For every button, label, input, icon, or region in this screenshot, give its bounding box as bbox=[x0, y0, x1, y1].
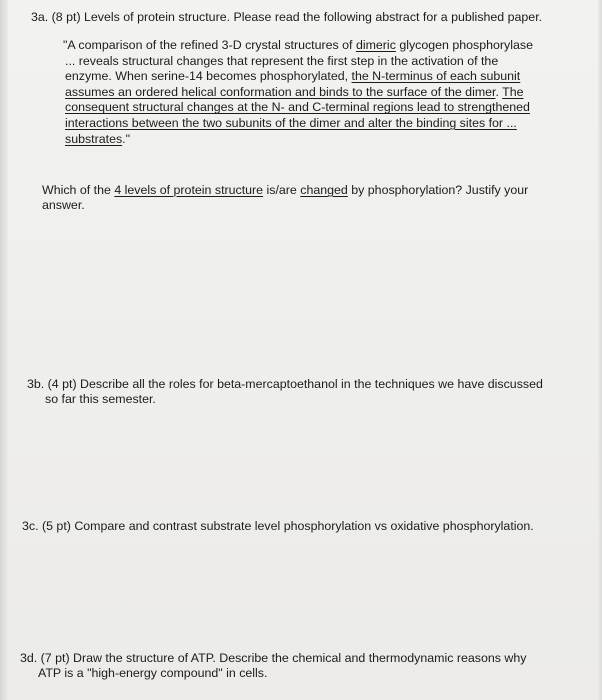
page-shadow-right bbox=[598, 0, 602, 700]
question-3d bbox=[20, 651, 526, 681]
abstract-line-3: enzyme. When serine-14 becomes phosphorylated, the N-terminus of each subunit bbox=[65, 69, 521, 84]
abstract-line-5 bbox=[63, 100, 533, 116]
question-3c-line-1: 3c. (5 pt) Compare and contrast substrate level phosphorylation vs oxidative phosphorylation. bbox=[22, 519, 534, 533]
underlined-helical: assumes an ordered helical conformation and binds to the surface of the dimer bbox=[65, 84, 496, 99]
abstract-line-6 bbox=[63, 116, 533, 132]
question-3a-prompt-line-2: answer. bbox=[42, 198, 85, 212]
underlined-dimeric: dimeric bbox=[355, 38, 396, 52]
question-3b-line-1: 3b. (4 pt) Describe all the roles for beta-mercaptoethanol in the techniques we have discussed bbox=[27, 377, 543, 391]
question-3d-line-2: ATP is a "high-energy compound" in cells. bbox=[38, 666, 268, 680]
page-shadow-left bbox=[0, 0, 8, 700]
question-3a-label: 3a. (8 pt) Levels of protein structure. bbox=[31, 10, 231, 24]
question-3b-line-2: so far this semester. bbox=[45, 392, 156, 406]
question-3c bbox=[22, 519, 534, 534]
question-3d-line-1: 3d. (7 pt) Draw the structure of ATP. Describe the chemical and thermodynamic reasons why bbox=[20, 651, 527, 665]
underlined-consequent: consequent structural changes at the N- and C-terminal regions lead to strengthened bbox=[65, 100, 530, 115]
question-3a-prompt bbox=[42, 183, 528, 213]
underlined-changed: changed bbox=[300, 183, 348, 197]
question-3a-instruction: Please read the following abstract for a published paper. bbox=[230, 10, 543, 24]
abstract-line-1: "A comparison of the refined 3-D crystal structures of dimeric glycogen phosphorylase bbox=[63, 38, 533, 52]
abstract-line-4: assumes an ordered helical conformation and binds to the surface of the dimer. The bbox=[65, 84, 524, 99]
abstract-quote bbox=[63, 38, 533, 147]
underlined-interactions: interactions between the two subunits of the dimer and alter the binding sites for ... bbox=[65, 115, 517, 130]
underlined-substrates: substrates bbox=[65, 131, 123, 146]
question-3b bbox=[27, 377, 543, 407]
abstract-line-7: substrates." bbox=[65, 131, 131, 146]
underlined-n-terminus: the N-terminus of each subunit bbox=[351, 69, 521, 84]
question-3a-prompt-line-1: Which of the 4 levels of protein structure is/are changed by phosphorylation? Justify your bbox=[42, 183, 529, 197]
underlined-four-levels: 4 levels of protein structure bbox=[114, 183, 264, 197]
question-3a-header bbox=[31, 10, 542, 25]
abstract-line-2: ... reveals structural changes that represent the first step in the activation of the bbox=[65, 53, 499, 68]
